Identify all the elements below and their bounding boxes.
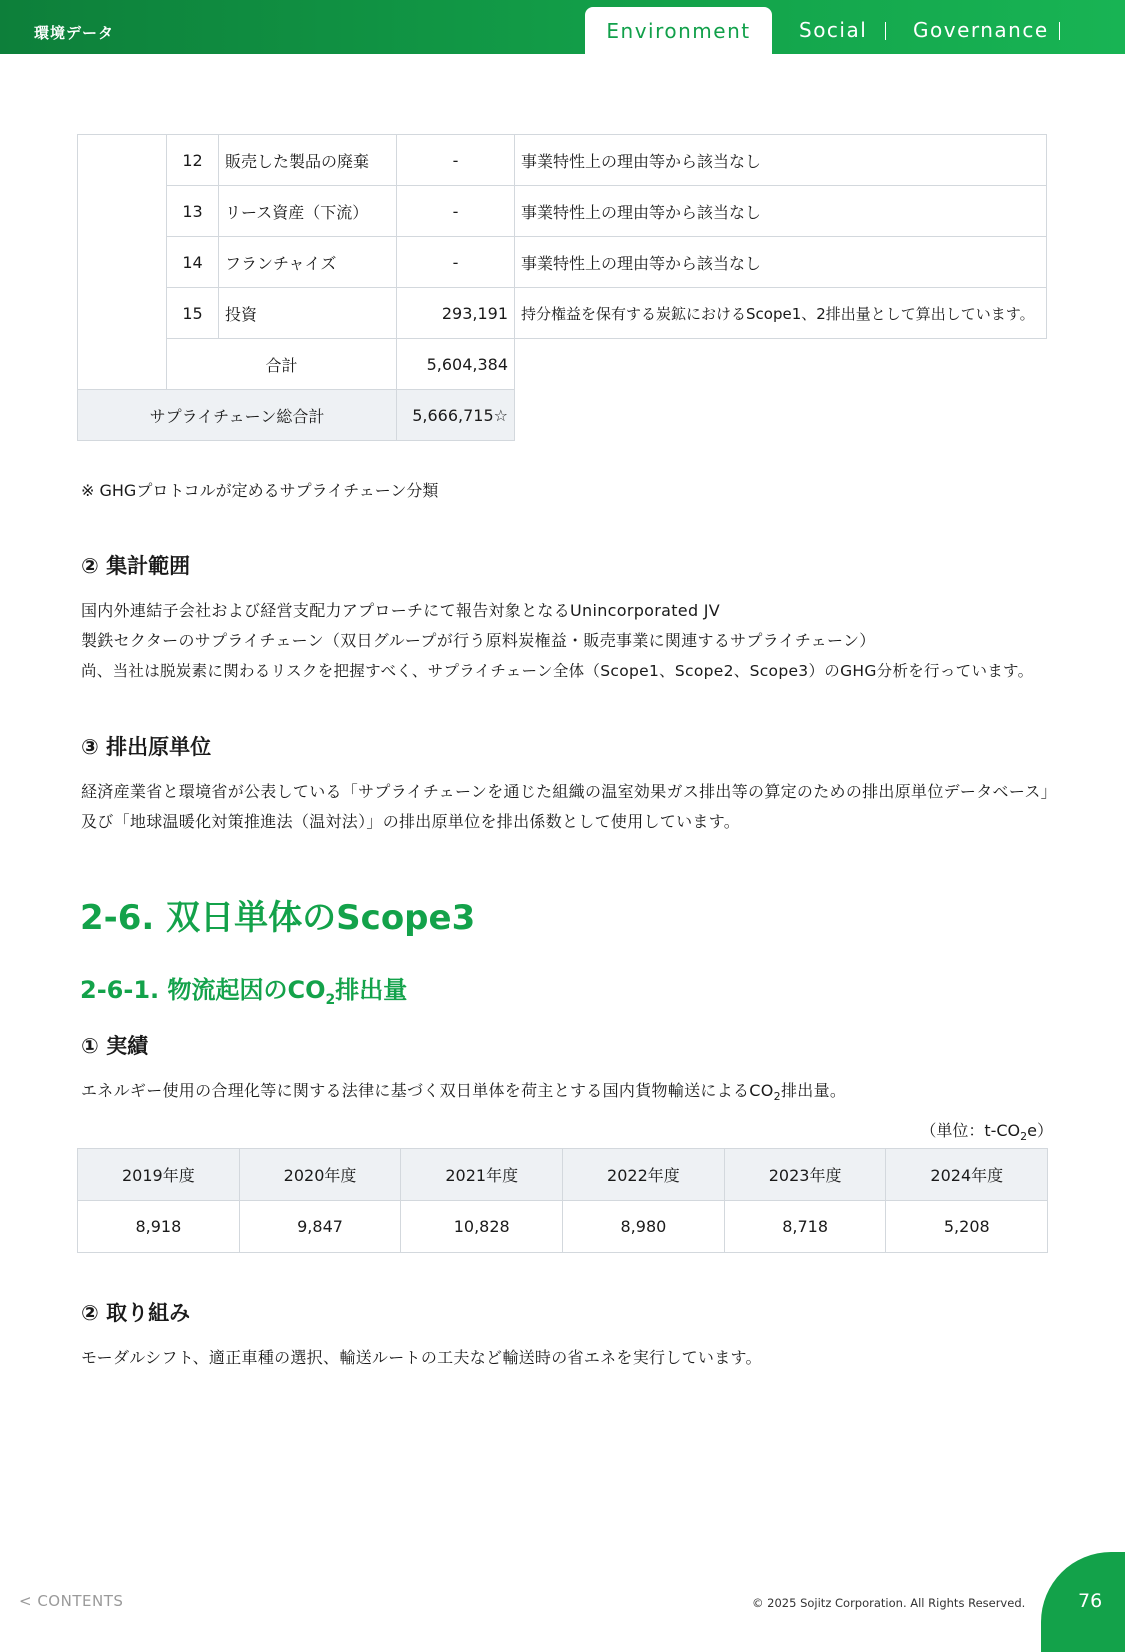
category-value: 293,191 [397, 288, 515, 339]
table-header-row [78, 1149, 1048, 1201]
scope-line: 国内外連結子会社および経営支配力アプローチにて報告対象となるUnincorporated JV [81, 601, 721, 620]
category-value: - [397, 237, 515, 288]
category-number: 14 [167, 237, 219, 288]
header-bar [0, 0, 1125, 54]
logistics-emissions-table [77, 1148, 1048, 1253]
scope-text [81, 596, 1061, 686]
emission-value: 8,980 [563, 1201, 725, 1253]
subtotal-row [78, 339, 1047, 390]
table-row [78, 237, 1047, 288]
total-value: 5,666,715☆ [397, 390, 515, 441]
table-footnote: ※ GHGプロトコルが定めるサプライチェーン分類 [81, 481, 439, 500]
table-row [78, 135, 1047, 186]
table-row [78, 288, 1047, 339]
results-description: エネルギー使用の合理化等に関する法律に基づく双日単体を荷主とする国内貨物輸送による$CO_2$排出量。 [81, 1081, 847, 1104]
category-name: 投資 [219, 288, 397, 339]
category-note: 事業特性上の理由等から該当なし [515, 135, 1047, 186]
tab-divider [885, 22, 886, 40]
year-header: 2022年度 [563, 1149, 725, 1201]
subtotal-value: 5,604,384 [397, 339, 515, 390]
tab-environment[interactable]: Environment [585, 7, 772, 54]
year-header: 2024年度 [886, 1149, 1048, 1201]
emission-factor-heading: ③ 排出原単位 [81, 735, 212, 759]
year-header: 2021年度 [401, 1149, 563, 1201]
total-label: サプライチェーン総合計 [78, 390, 397, 441]
table-row [78, 1201, 1048, 1253]
emission-factor-text: 経済産業省と環境省が公表している「サプライチェーンを通じた組織の温室効果ガス排出等の算定のための排出原単位データベース」及び「地球温暖化対策推進法（温対法）」の排出原単位を排出係数として使用しています。 [81, 782, 1049, 831]
scope3-category-table [77, 134, 1047, 441]
contents-link[interactable]: < CONTENTS [19, 1592, 124, 1610]
tab-social[interactable]: Social [799, 18, 868, 42]
year-header: 2019年度 [78, 1149, 240, 1201]
emission-value: 9,847 [239, 1201, 401, 1253]
category-note: 事業特性上の理由等から該当なし [515, 186, 1047, 237]
category-group-cell [78, 135, 167, 390]
category-value: - [397, 186, 515, 237]
category-note: 持分権益を保有する炭鉱におけるScope1、2排出量として算出しています。 [515, 288, 1047, 339]
category-value: - [397, 135, 515, 186]
year-header: 2023年度 [724, 1149, 886, 1201]
year-header: 2020年度 [239, 1149, 401, 1201]
scope-heading: ② 集計範囲 [81, 554, 191, 578]
total-row [78, 390, 1047, 441]
tab-divider [1059, 22, 1060, 40]
emission-value: 8,718 [724, 1201, 886, 1253]
section-title: 環境データ [34, 24, 115, 42]
emission-value: 5,208 [886, 1201, 1048, 1253]
scope-line: 製鉄セクターのサプライチェーン（双日グループが行う原料炭権益・販売事業に関連するサプライチェーン） [81, 631, 876, 650]
initiatives-text: モーダルシフト、適正車種の選択、輸送ルートの工夫など輸送時の省エネを実行しています。 [81, 1348, 762, 1367]
category-name: 販売した製品の廃棄 [219, 135, 397, 186]
category-number: 12 [167, 135, 219, 186]
results-heading: ① 実績 [81, 1034, 149, 1058]
table-row [78, 186, 1047, 237]
category-number: 13 [167, 186, 219, 237]
scope-line: 尚、当社は脱炭素に関わるリスクを把握すべく、サプライチェーン全体（Scope1、Scope2、Scope3）のGHG分析を行っています。 [81, 662, 1034, 680]
subtotal-label: 合計 [167, 339, 397, 390]
section-title-scope3: 2-6. 双日単体のScope3 [80, 898, 476, 938]
page-number: 76 [1078, 1590, 1103, 1612]
category-name: リース資産（下流） [219, 186, 397, 237]
copyright: © 2025 Sojitz Corporation. All Rights Reserved. [752, 1596, 1026, 1610]
initiatives-heading: ② 取り組み [81, 1301, 191, 1325]
tab-governance[interactable]: Governance [913, 18, 1049, 42]
category-number: 15 [167, 288, 219, 339]
category-name: フランチャイズ [219, 237, 397, 288]
unit-label: （単位：$t-CO_2e$） [920, 1121, 1053, 1144]
subsection-title: 2-6-1. 物流起因の$CO_2$排出量 [80, 976, 408, 1008]
emission-value: 10,828 [401, 1201, 563, 1253]
category-note: 事業特性上の理由等から該当なし [515, 237, 1047, 288]
emission-value: 8,918 [78, 1201, 240, 1253]
